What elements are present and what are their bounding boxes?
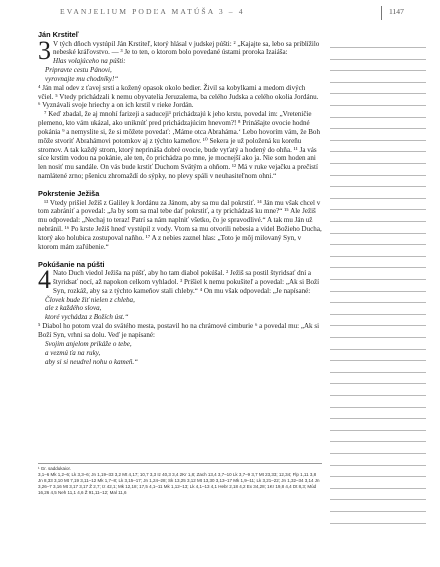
note-line [330, 441, 426, 442]
section-gap [38, 181, 322, 189]
note-line [330, 325, 426, 326]
note-line [330, 209, 426, 210]
note-line [330, 407, 426, 408]
notes-column [330, 47, 426, 547]
poem-line: Svojim anjelom prikáže o tebe, [45, 339, 132, 348]
note-line [330, 314, 426, 315]
note-line [330, 523, 426, 524]
section-heading-jan-krstitel: Ján Krstiteľ [38, 30, 79, 39]
note-line [330, 360, 426, 361]
cross-references: 3,1–6 Mk 1,2–6; Lk 3,3–6; Jn 1,19–33 3,2 Mt 4,17; 10,7 3,3 Iz 40,3 3,4 2Kr 1,8; Zach 13,4 3,7–10 Lk 3,7–9 3,7 Mt 23,33; 12,34; Flp 1,11 3,8 Jn 8,33 3,10 Mt 7,19 3,11–12 Mk 1,7–8; Lk 3,15–17; Jn 1,24–28; Sk 13,25 3,12 Mt 13,30 3,13–17 Mk 1,9–11; Lk 3,21–22; Jn 1,32–34 3,14 Jn 3,26–7 3,16 Mt 3,17 3,17 Ž 2,7; Iz 42,1; Mk 12,18; 17,5 4,1–11 Mk 1,12–13; Lk 4,1–13 4,1 Hebr 2,18 4,2 Ex 34,28; 1Kr 19,8 4,4 Dt 8,3; Múd 16,26 4,5 Neh 11,1 4,6 Ž 91,11–12; Mal 11,6 [38, 472, 320, 496]
note-line [330, 279, 426, 280]
verse-paragraph: V tých dňoch vystúpil Ján Krstiteľ, ktorý hlásal v judskej púšti: ² „Kajajte sa, lebo sa priblížilo nebeské kráľovstvo. — ³ Je to ten, o ktorom bolo povedané ústami proroka Izaiáša: [53, 39, 320, 57]
running-title: EVANJELIUM PODĽA MATÚŠA 3 – 4 [60, 7, 245, 16]
poem-line: a vezmú ťa na ruky, [45, 348, 101, 357]
poem-line: Hlas volajúceho na púšti: [53, 57, 126, 66]
verse-paragraph: Nato Duch viedol Ježiša na púšť, aby ho tam diabol pokúšal. ² Ježiš sa postil štyridsať dní a štyridsať nocí, až napokon celkom vyhladol. ³ Prišiel k nemu pokušiteľ a povedal: „Ak si Boží Syn, rozkáž, aby sa z týchto kameňov stali chleby.“ ⁴ On mu však odpovedal: „Je napísané: [53, 269, 320, 295]
note-line [330, 372, 426, 373]
footnote-divider [38, 463, 322, 464]
note-line [330, 302, 426, 303]
note-line [330, 418, 426, 419]
note-line [330, 198, 426, 199]
note-line [330, 221, 426, 222]
note-line [330, 233, 426, 234]
poem-line: Človek bude žiť nielen z chleba, [45, 295, 135, 304]
note-line [330, 128, 426, 129]
note-line [330, 256, 426, 257]
poetry-quote [38, 340, 322, 367]
running-header [38, 7, 424, 21]
note-line [330, 151, 426, 152]
note-line [330, 175, 426, 176]
poem-line: aby si si neudrel nohu o kameň.“ [45, 357, 139, 366]
verse-paragraph: ⁵ Diabol ho potom vzal do svätého mesta, postavil ho na chrámové cimburie ⁶ a povedal mu: „Ak si Boží Syn, vrhni sa dolu. Veď je napísané: [38, 322, 320, 339]
note-line [330, 395, 426, 396]
chapter-4-block [38, 265, 322, 296]
section-gap [38, 252, 322, 260]
poem-line: ktoré vychádza z Božích úst.“ [45, 313, 129, 322]
note-line [330, 383, 426, 384]
note-line [330, 105, 426, 106]
note-line [330, 59, 426, 60]
chapter-number: 4 [38, 265, 51, 295]
note-line [330, 117, 426, 118]
note-line [330, 488, 426, 489]
poem-line: ale z každého slova, [45, 304, 102, 313]
note-line [330, 163, 426, 164]
note-line [330, 465, 426, 466]
note-line [330, 267, 426, 268]
note-line [330, 291, 426, 292]
poetry-quote [38, 57, 322, 84]
verse-paragraph: ¹³ Vtedy prišiel Ježiš z Galiley k Jordánu za Jánom, aby sa mu dal pokrstiť. ¹⁴ Ján mu však chcel v tom zabrániť a povedal: „Ja by som sa mal tebe dať pokrstiť, a ty prichádzaš ku mne?“ ¹⁵ Ale Ježiš mu odpovedal: „Nechaj to teraz! Patrí sa nám naplniť všetko, čo je spravodlivé.“ A tak mu Ján už nebránil. ¹⁶ Po krste Ježiš hneď vystúpil z vody. Vtom sa mu otvorili nebesia a videl Božieho Ducha, ktorý ako holubica zostupoval naňho. ¹⁷ A z nebies zaznel hlas: „Toto je môj milovaný Syn, v ktorom mám zaľúbenie.“ [38, 198, 322, 251]
note-line [330, 93, 426, 94]
note-line [330, 499, 426, 500]
note-line [330, 186, 426, 187]
note-line [330, 349, 426, 350]
poem-line: Pripravte cestu Pánovi, [45, 66, 112, 75]
note-line [330, 476, 426, 477]
note-line [330, 140, 426, 141]
note-line [330, 244, 426, 245]
note-line [330, 82, 426, 83]
verse-paragraph: ⁴ Ján mal odev z ťavej srsti a kožený opasok okolo bedier. Živil sa kobylkami a medom divých včiel. ⁵ Vtedy prichádzali k nemu obyvatelia Jeruzalema, ba celého Judska a celého okolia Jordánu. ⁶ Vyznávali svoje hriechy a on ich krstil v rieke Jordán. [38, 83, 319, 110]
note-line [330, 47, 426, 48]
footnote: ¹ Gr. saddukaior. [38, 466, 72, 471]
note-line [330, 70, 426, 71]
note-line [330, 511, 426, 512]
note-line [330, 430, 426, 431]
note-line [330, 453, 426, 454]
page-number: 1147 [389, 7, 404, 16]
footnotes [38, 466, 322, 496]
section-heading-pokusanie: Pokúšanie na púšti [38, 259, 105, 269]
poetry-quote [38, 296, 322, 323]
poem-line: vyrovnajte mu chodníky!“ [45, 74, 119, 83]
section-heading-pokrstenie: Pokrstenie Ježiša [38, 189, 100, 198]
chapter-number: 3 [38, 35, 51, 65]
verse-paragraph: ⁷ Keď zbadal, že aj mnohí farizeji a saduceji¹ prichádzajú k jeho krstu, povedal im: „Vreteničie plemeno, kto vám ukázal, ako uniknúť pred prichádzajúcim hnevom?! ⁸ Prinášajte ovocie hodné pokánia ⁹ a nemyslite si, že si môžete povedať: ‚Máme otca Abraháma.‘ Lebo hovorím vám, že Boh môže stvoriť Abrahámovi potomkov aj z týchto kameňov. ¹⁰ Sekera je už položená ku koreňu stromov. A tak každý strom, ktorý neprináša dobré ovocie, bude vyťatý a hodený do ohňa. ¹¹ Ja vás síce krstím vodou na pokánie, ale ten, čo prichádza po mne, je mocnejší ako ja. Nie som hoden ani len nosiť mu sandále. On vás bude krstiť Duchom Svätým a ohňom. ¹² Má v ruke vejačku a prečistí namlátené zrno; pšenicu zhromaždí do sýpky, no plevy spáli v neuhasiteľnom ohni.“ [38, 110, 320, 181]
note-line [330, 337, 426, 338]
header-divider [381, 6, 382, 20]
